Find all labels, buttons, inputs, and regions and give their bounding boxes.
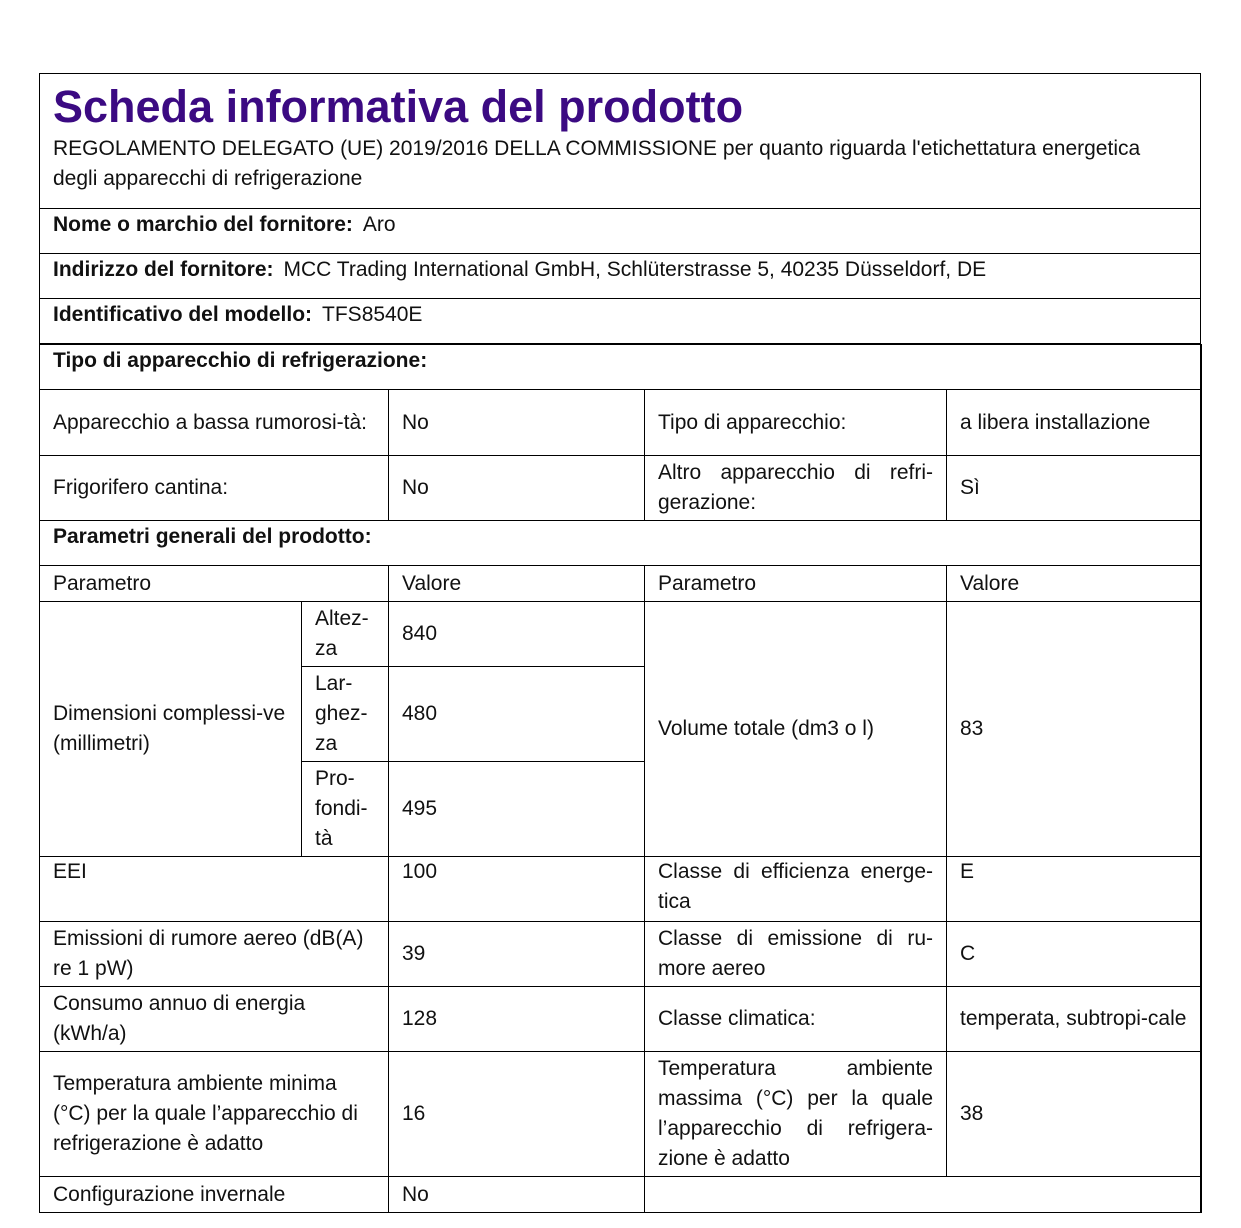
depth-value: 495 <box>389 762 645 857</box>
model-id-row <box>40 299 1200 344</box>
supplier-name-value: Aro <box>362 213 396 236</box>
supplier-address-label: Indirizzo del fornitore: <box>53 258 274 281</box>
table-row <box>40 456 1202 521</box>
supplier-name-label: Nome o marchio del fornitore: <box>53 213 353 236</box>
column-header-value: Valore <box>389 566 645 602</box>
regulation-text: REGOLAMENTO DELEGATO (UE) 2019/2016 DELLA COMMISSIONE per quanto riguarda l'etichettatura energetica degli apparecchi di refrigerazione <box>40 134 1200 209</box>
noise-emission-value: 39 <box>389 922 645 987</box>
general-params-heading: Parametri generali del prodotto: <box>40 521 1202 566</box>
product-info-sheet <box>39 73 1201 1213</box>
model-id-label: Identificativo del modello: <box>53 303 313 326</box>
appliance-type-heading: Tipo di apparecchio di refrigerazione: <box>40 345 1202 390</box>
table-row <box>40 602 1202 667</box>
eei-label: EEI <box>40 857 389 922</box>
table-row <box>40 1052 1202 1177</box>
table-row <box>40 857 1202 922</box>
eei-value: 100 <box>389 857 645 922</box>
min-temp-label: Temperatura ambiente minima (°C) per la quale l’apparecchio di refrigerazione è adatto <box>40 1052 389 1177</box>
column-header-parameter-2: Parametro <box>645 566 947 602</box>
annual-energy-label: Consumo annuo di energia (kWh/a) <box>40 987 389 1052</box>
supplier-address-value: MCC Trading International GmbH, Schlüterstrasse 5, 40235 Düsseldorf, DE <box>283 258 987 281</box>
table-row <box>40 922 1202 987</box>
low-noise-label: Apparecchio a bassa rumorosi-tà: <box>40 390 389 456</box>
winter-config-label: Configurazione invernale <box>40 1177 389 1213</box>
max-temp-label: Temperatura ambiente massima (°C) per la quale l’apparecchio di refrigera-zione è adatto <box>645 1052 947 1177</box>
volume-label: Volume totale (dm3 o l) <box>645 602 947 857</box>
header-row <box>40 566 1202 602</box>
column-header-parameter: Parametro <box>40 566 389 602</box>
other-appliance-label: Altro apparecchio di refri-gerazione: <box>645 456 947 521</box>
height-label: Altez-za <box>302 602 389 667</box>
supplier-name-row <box>40 209 1200 254</box>
width-value: 480 <box>389 667 645 762</box>
low-noise-value: No <box>389 390 645 456</box>
wine-cooler-value: No <box>389 456 645 521</box>
energy-class-label: Classe di efficienza energe-tica <box>645 857 947 922</box>
table-row <box>40 987 1202 1052</box>
climate-class-value: temperata, subtropi-cale <box>947 987 1202 1052</box>
climate-class-label: Classe climatica: <box>645 987 947 1052</box>
max-temp-value: 38 <box>947 1052 1202 1177</box>
volume-value: 83 <box>947 602 1202 857</box>
spec-table <box>39 344 1202 1213</box>
appliance-type-value: a libera installazione <box>947 390 1202 456</box>
table-row <box>40 1177 1202 1213</box>
dimensions-label: Dimensioni complessi-ve (millimetri) <box>40 602 302 857</box>
winter-config-value: No <box>389 1177 645 1213</box>
noise-emission-label: Emissioni di rumore aereo (dB(A) re 1 pW) <box>40 922 389 987</box>
other-appliance-value: Sì <box>947 456 1202 521</box>
table-row <box>40 390 1202 456</box>
noise-class-value: C <box>947 922 1202 987</box>
energy-class-value: E <box>947 857 1202 922</box>
height-value: 840 <box>389 602 645 667</box>
annual-energy-value: 128 <box>389 987 645 1052</box>
empty-cell <box>645 1177 1202 1213</box>
appliance-type-label: Tipo di apparecchio: <box>645 390 947 456</box>
column-header-value-2: Valore <box>947 566 1202 602</box>
min-temp-value: 16 <box>389 1052 645 1177</box>
wine-cooler-label: Frigorifero cantina: <box>40 456 389 521</box>
depth-label: Pro-fondi-tà <box>302 762 389 857</box>
page-title: Scheda informativa del prodotto <box>53 81 744 132</box>
noise-class-label: Classe di emissione di ru-more aereo <box>645 922 947 987</box>
width-label: Lar-ghez-za <box>302 667 389 762</box>
model-id-value: TFS8540E <box>322 303 423 326</box>
supplier-address-row <box>40 254 1200 299</box>
